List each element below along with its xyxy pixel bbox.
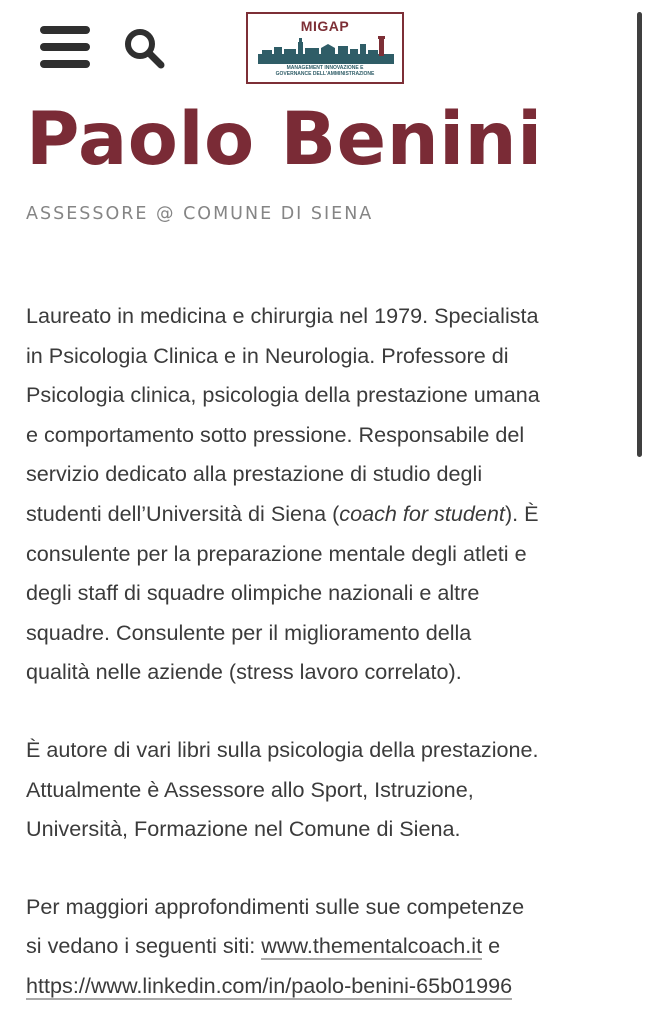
bio-text: studenti dell’Università di Siena ( [26, 500, 340, 526]
menu-bar-top [40, 26, 90, 34]
bio-paragraph-2 [26, 730, 626, 849]
bio-line: qualità nelle aziende (stress lavoro correlato). [26, 659, 462, 685]
bio-text: e [482, 933, 501, 959]
bio-line: consulente per la preparazione mentale degli atleti e [26, 540, 527, 566]
logo-tagline-line1: MANAGEMENT INNOVAZIONE E [286, 65, 364, 71]
bio-line: degli staff di squadre olimpiche nazionali e altre [26, 580, 480, 606]
role-subtitle: ASSESSORE @ COMUNE DI SIENA [26, 204, 374, 224]
logo-tagline [252, 65, 398, 77]
hamburger-menu-icon[interactable] [40, 26, 92, 70]
site-logo[interactable] [246, 12, 404, 84]
top-bar [0, 0, 647, 90]
bio-text: si vedano i seguenti siti: [26, 933, 262, 959]
linkedin-link[interactable]: https://www.linkedin.com/in/paolo-benini-65b01996 [26, 972, 513, 998]
bio-line: Laureato in medicina e chirurgia nel 1979. Specialista [26, 303, 539, 328]
bio-line [26, 494, 626, 534]
bio-line: Per maggiori approfondimenti sulle sue competenze [26, 893, 525, 919]
menu-bar-bottom [40, 60, 90, 68]
bio-line: È autore di vari libri sulla psicologia della prestazione. [26, 736, 539, 762]
logo-brand-text: MIGAP [300, 18, 350, 34]
bio-paragraph-3 [26, 887, 626, 1006]
logo-tagline-line2: GOVERNANCE DELL'AMMINISTRAZIONE [275, 71, 375, 77]
search-icon-glyph [120, 24, 168, 72]
siena-skyline-icon [258, 36, 394, 64]
menu-bar-middle [40, 43, 90, 51]
bio-text: ). È [504, 500, 539, 526]
bio-line: Università, Formazione nel Comune di Siena. [26, 816, 461, 842]
bio-content [26, 296, 626, 1024]
bio-line: servizio dedicato alla prestazione di studio degli [26, 461, 483, 487]
page-title: Paolo Benini [26, 97, 543, 182]
thementalcoach-link[interactable]: www.thementalcoach.it [261, 933, 483, 959]
bio-line: e comportamento sotto pressione. Responsabile del [26, 421, 525, 447]
bio-line: in Psicologia Clinica e in Neurologia. Professore di [26, 342, 509, 368]
scrollbar[interactable] [637, 12, 642, 457]
bio-paragraph-1 [26, 296, 626, 692]
bio-line: Attualmente è Assessore allo Sport, Istruzione, [26, 776, 474, 802]
bio-line: squadre. Consulente per il miglioramento della [26, 619, 472, 645]
bio-line [26, 966, 626, 1006]
search-icon[interactable] [120, 24, 168, 72]
coach-for-student-text: coach for student [339, 500, 505, 526]
bio-line [26, 926, 626, 966]
bio-line: Psicologia clinica, psicologia della prestazione umana [26, 382, 540, 408]
